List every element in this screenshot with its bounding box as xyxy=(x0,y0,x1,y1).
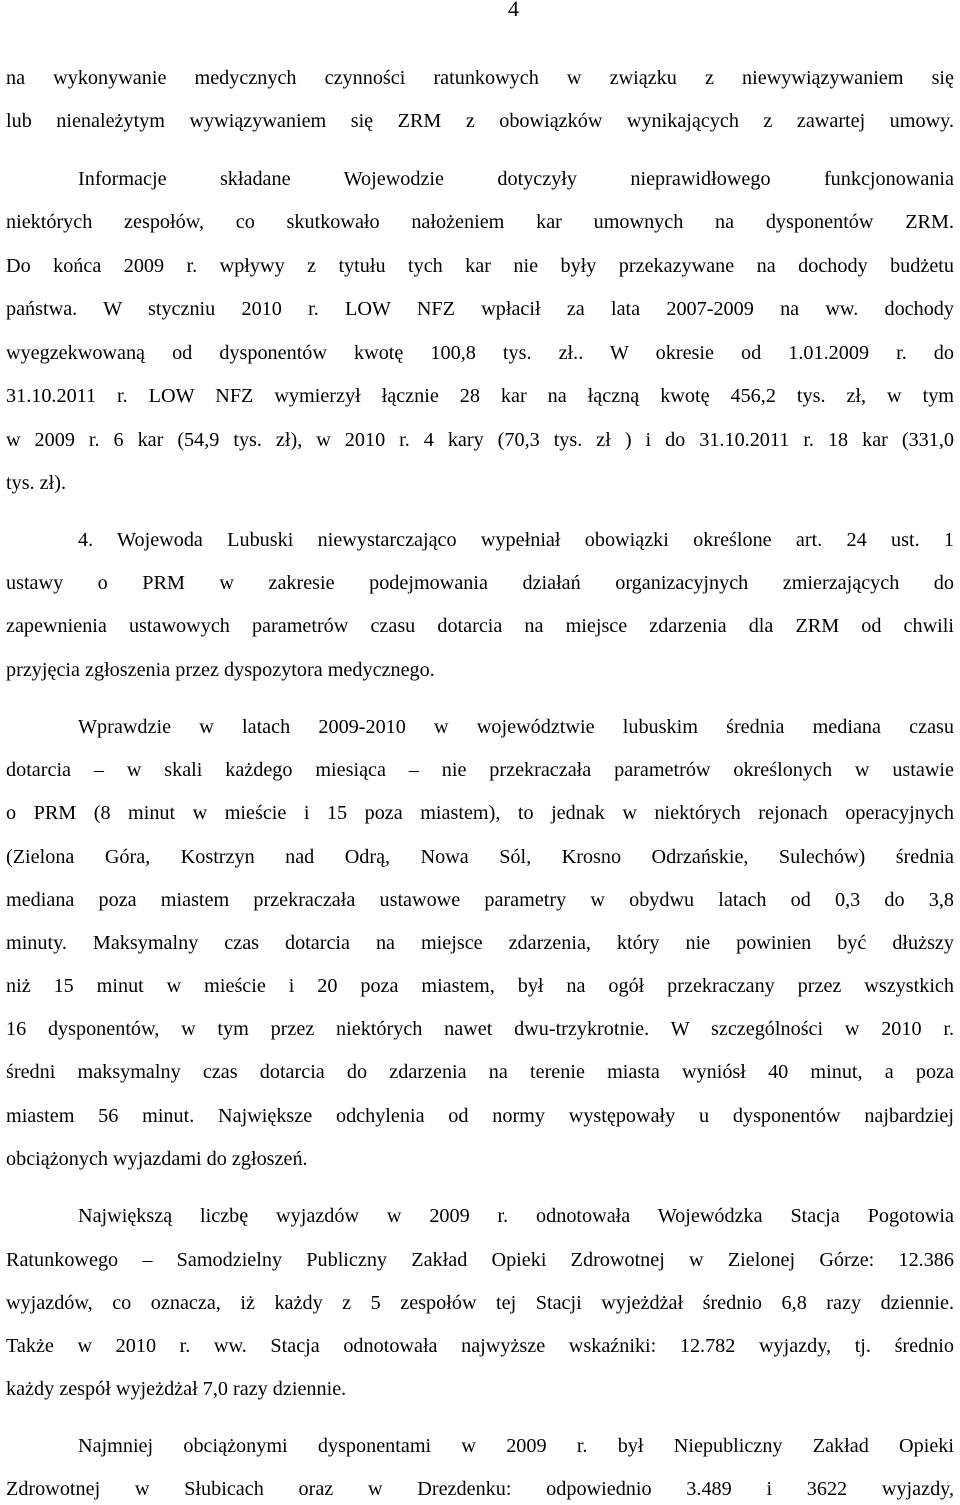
text-line: Największą liczbę wyjazdów w 2009 r. odnotowała Wojewódzka Stacja Pogotowia xyxy=(78,1205,954,1227)
text-line: niż 15 minut w mieście i 20 poza miastem, był na ogół przekraczany przez wszystkich xyxy=(6,975,954,997)
text-line: wyegzekwowaną od dysponentów kwotę 100,8 tys. zł.. W okresie od 1.01.2009 r. do xyxy=(6,342,954,364)
text-line: mediana poza miastem przekraczała ustawowe parametry w obydwu latach od 0,3 do 3,8 xyxy=(6,889,954,911)
text-line: w 2009 r. 6 kar (54,9 tys. zł), w 2010 r. 4 kary (70,3 tys. zł ) i do 31.10.2011 r. 18 kar (331,0 xyxy=(6,429,954,451)
text-line: Do końca 2009 r. wpływy z tytułu tych kar nie były przekazywane na dochody budżetu xyxy=(6,255,954,277)
text-line: 31.10.2011 r. LOW NFZ wymierzył łącznie 28 kar na łączną kwotę 456,2 tys. zł, w tym xyxy=(6,385,954,407)
text-line: każdy zespół wyjeżdżał 7,0 razy dziennie. xyxy=(6,1378,347,1400)
text-line: państwa. W styczniu 2010 r. LOW NFZ wpłacił za lata 2007-2009 na ww. dochody xyxy=(6,298,954,320)
text-line: miastem 56 minut. Największe odchylenia od normy występowały u dysponentów najbardziej xyxy=(6,1105,954,1127)
text-line: Ratunkowego – Samodzielny Publiczny Zakład Opieki Zdrowotnej w Zielonej Górze: 12.386 xyxy=(6,1249,954,1271)
text-line: ustawy o PRM w zakresie podejmowania działań organizacyjnych zmierzających do xyxy=(6,572,954,594)
text-line: (Zielona Góra, Kostrzyn nad Odrą, Nowa Sól, Krosno Odrzańskie, Sulechów) średnia xyxy=(6,846,954,868)
text-line: dotarcia – w skali każdego miesiąca – nie przekraczała parametrów określonych w ustawie xyxy=(6,759,954,781)
text-line: lub nienależytym wywiązywaniem się ZRM z obowiązków wynikających z zawartej umowy. xyxy=(6,110,954,132)
text-line: 16 dysponentów, w tym przez niektórych nawet dwu-trzykrotnie. W szczególności w 2010 r. xyxy=(6,1018,954,1040)
text-line: Informacje składane Wojewodzie dotyczyły nieprawidłowego funkcjonowania xyxy=(78,168,954,190)
page-number: 4 xyxy=(508,0,519,21)
text-line: zapewnienia ustawowych parametrów czasu dotarcia na miejsce zdarzenia dla ZRM od chwili xyxy=(6,615,954,637)
text-line: Zdrowotnej w Słubicach oraz w Drezdenku: odpowiednio 3.489 i 3622 wyjazdy, xyxy=(6,1478,954,1500)
text-line: Wprawdzie w latach 2009-2010 w województwie lubuskim średnia mediana czasu xyxy=(78,716,954,738)
text-line: 4. Wojewoda Lubuski niewystarczająco wypełniał obowiązki określone art. 24 ust. 1 xyxy=(78,529,954,551)
text-line: średni maksymalny czas dotarcia do zdarzenia na terenie miasta wyniósł 40 minut, a poza xyxy=(6,1061,954,1083)
text-line: Także w 2010 r. ww. Stacja odnotowała najwyższe wskaźniki: 12.782 wyjazdy, tj. średnio xyxy=(6,1335,954,1357)
text-line: wyjazdów, co oznacza, iż każdy z 5 zespołów tej Stacji wyjeżdżał średnio 6,8 razy dziennie. xyxy=(6,1292,954,1314)
text-line: o PRM (8 minut w mieście i 15 poza miastem), to jednak w niektórych rejonach operacyjnych xyxy=(6,802,954,824)
text-line: przyjęcia zgłoszenia przez dyspozytora medycznego. xyxy=(6,659,435,681)
text-line: na wykonywanie medycznych czynności ratunkowych w związku z niewywiązywaniem się xyxy=(6,67,954,89)
text-line: Najmniej obciążonymi dysponentami w 2009 r. był Niepubliczny Zakład Opieki xyxy=(78,1435,954,1457)
text-line: niektórych zespołów, co skutkowało nałożeniem kar umownych na dysponentów ZRM. xyxy=(6,211,954,233)
text-line: minuty. Maksymalny czas dotarcia na miejsce zdarzenia, który nie powinien być dłuższy xyxy=(6,932,954,954)
text-line: tys. zł). xyxy=(6,472,66,494)
text-line: obciążonych wyjazdami do zgłoszeń. xyxy=(6,1148,308,1170)
